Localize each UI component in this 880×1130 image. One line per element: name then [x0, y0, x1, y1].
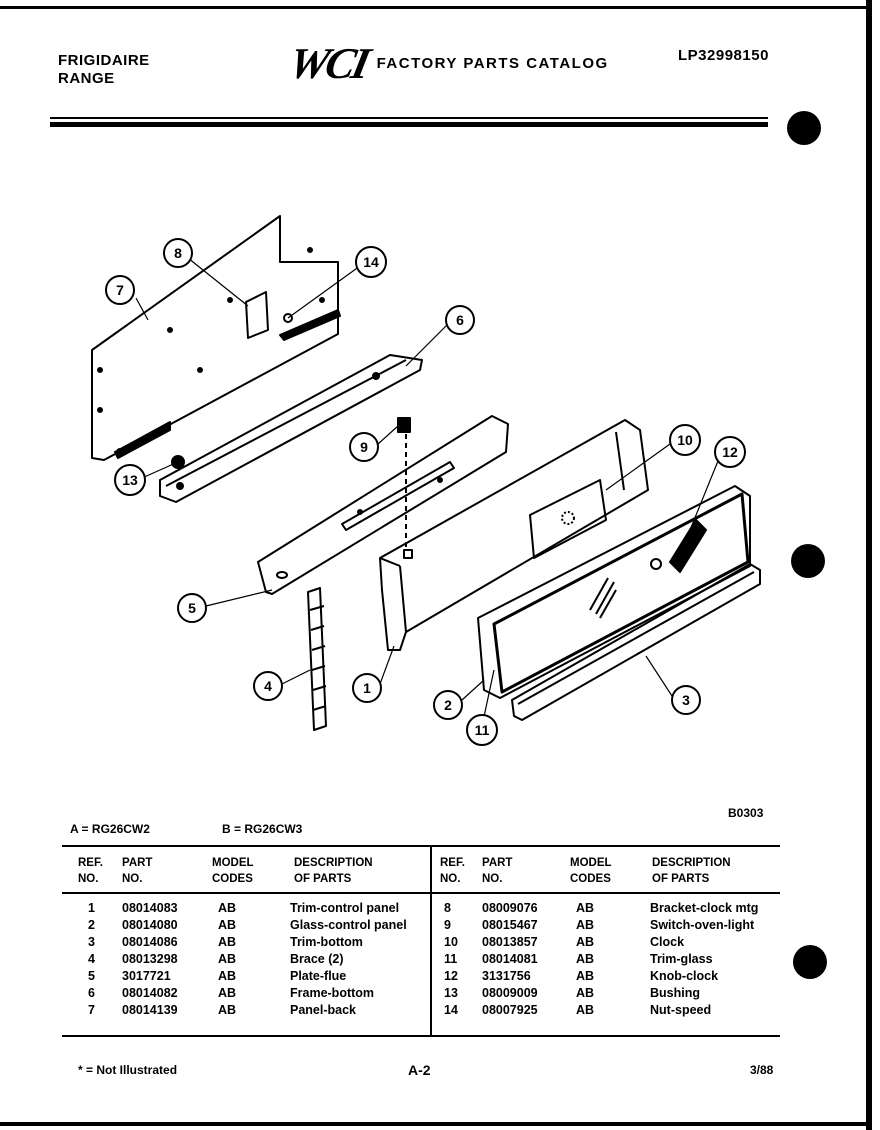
header-part-right: PART NO. — [482, 857, 513, 885]
header-model-right: MODEL CODES — [570, 857, 612, 885]
header-part: PART NO. — [122, 857, 153, 885]
table-header-rule — [62, 892, 780, 894]
cell-ref: 11 — [444, 952, 458, 966]
svg-text:6: 6 — [456, 312, 464, 328]
callout-14 — [356, 247, 386, 277]
callout-8 — [164, 239, 192, 267]
parts-table — [62, 845, 780, 1025]
svg-text:9: 9 — [360, 439, 368, 455]
svg-text:12: 12 — [722, 444, 738, 460]
cell-ref: 4 — [88, 952, 95, 966]
cell-desc: Switch-oven-light — [650, 918, 755, 932]
cell-desc: Clock — [650, 935, 685, 949]
cell-desc: Knob-clock — [650, 969, 719, 983]
callout-7 — [106, 276, 134, 304]
cell-codes: AB — [576, 969, 595, 983]
not-illustrated-note: * = Not Illustrated — [78, 1063, 178, 1077]
cell-part: 08014081 — [482, 952, 538, 966]
cell-desc: Bracket-clock mtg — [650, 901, 759, 915]
cell-codes: AB — [218, 901, 237, 915]
cell-ref: 13 — [444, 986, 458, 1000]
brand-name: FRIGIDAIRE — [58, 52, 150, 69]
cell-desc: Trim-control panel — [290, 901, 400, 915]
model-a: A = RG26CW2 — [70, 822, 150, 836]
cell-ref: 14 — [444, 1003, 458, 1017]
header-model: MODEL CODES — [212, 857, 254, 885]
model-b: B = RG26CW3 — [222, 822, 303, 836]
cell-codes: AB — [218, 952, 237, 966]
cell-codes: AB — [576, 986, 595, 1000]
print-date: 3/88 — [750, 1063, 774, 1077]
callout-12 — [715, 437, 745, 467]
callout-13 — [115, 465, 145, 495]
svg-text:10: 10 — [677, 432, 693, 448]
cell-codes: AB — [576, 1003, 595, 1017]
cell-part: 08014086 — [122, 935, 178, 949]
cell-desc: Trim-glass — [650, 952, 713, 966]
svg-text:1: 1 — [363, 680, 371, 696]
svg-text:4: 4 — [264, 678, 272, 694]
catalog-number: LP32998150 — [678, 47, 769, 64]
callout-2 — [434, 691, 462, 719]
callout-1 — [353, 674, 381, 702]
cell-part: 08015467 — [482, 918, 538, 932]
cell-ref: 5 — [88, 969, 95, 983]
cell-part: 3131756 — [482, 969, 531, 983]
cell-part: 08007925 — [482, 1003, 538, 1017]
cell-part: 08009009 — [482, 986, 538, 1000]
header-desc: DESCRIPTION OF PARTS — [294, 857, 373, 885]
cell-part: 08014080 — [122, 918, 178, 932]
cell-ref: 7 — [88, 1003, 95, 1017]
cell-codes: AB — [218, 969, 237, 983]
cell-part: 08013857 — [482, 935, 538, 949]
cell-desc: Trim-bottom — [290, 935, 363, 949]
cell-codes: AB — [218, 918, 237, 932]
cell-codes: AB — [576, 918, 595, 932]
cell-ref: 8 — [444, 901, 451, 915]
callout-4 — [254, 672, 282, 700]
header-desc-right: DESCRIPTION OF PARTS — [652, 857, 731, 885]
cell-part: 08013298 — [122, 952, 178, 966]
cell-ref: 3 — [88, 935, 95, 949]
cell-desc: Plate-flue — [290, 969, 347, 983]
cell-part: 08014139 — [122, 1003, 178, 1017]
table-divider — [430, 845, 432, 1037]
svg-text:11: 11 — [474, 722, 490, 738]
cell-desc: Bushing — [650, 986, 700, 1000]
svg-text:2: 2 — [444, 697, 452, 713]
callout-6 — [446, 306, 474, 334]
logo-mark: WCI — [284, 39, 372, 88]
cell-codes: AB — [218, 986, 237, 1000]
cell-part: 08014083 — [122, 901, 178, 915]
cell-part: 3017721 — [122, 969, 171, 983]
cell-codes: AB — [218, 935, 237, 949]
cell-desc: Glass-control panel — [290, 918, 407, 932]
cell-codes: AB — [218, 1003, 237, 1017]
cell-ref: 2 — [88, 918, 95, 932]
cell-desc: Frame-bottom — [290, 986, 375, 1000]
catalog-title: FACTORY PARTS CATALOG — [376, 55, 609, 72]
figure-code: B0303 — [728, 806, 764, 820]
table-bottom-rule — [62, 1035, 780, 1037]
cell-codes: AB — [576, 901, 595, 915]
header-ref: REF. NO. — [78, 857, 103, 885]
cell-desc: Nut-speed — [650, 1003, 712, 1017]
svg-text:13: 13 — [122, 472, 138, 488]
svg-text:14: 14 — [363, 254, 379, 270]
binder-hole-bottom — [793, 945, 827, 979]
cell-ref: 9 — [444, 918, 451, 932]
cell-ref: 6 — [88, 986, 95, 1000]
cell-ref: 1 — [88, 901, 95, 915]
cell-desc: Brace (2) — [290, 952, 344, 966]
header-ref-right: REF. NO. — [440, 857, 465, 885]
cell-part: 08014082 — [122, 986, 178, 1000]
svg-text:3: 3 — [682, 692, 690, 708]
cell-desc: Panel-back — [290, 1003, 357, 1017]
callout-3 — [672, 686, 700, 714]
cell-codes: AB — [576, 952, 595, 966]
cell-part: 08009076 — [482, 901, 538, 915]
cell-codes: AB — [576, 935, 595, 949]
callout-5 — [178, 594, 206, 622]
page-border-bottom — [0, 1122, 872, 1126]
callout-11 — [467, 715, 497, 745]
callout-10 — [670, 425, 700, 455]
cell-ref: 12 — [444, 969, 458, 983]
product-type: RANGE — [58, 70, 115, 87]
table-top-rule — [62, 845, 780, 847]
svg-text:7: 7 — [116, 282, 124, 298]
svg-text:8: 8 — [174, 245, 182, 261]
callout-9 — [350, 433, 378, 461]
cell-ref: 10 — [444, 935, 458, 949]
page-number: A-2 — [408, 1062, 431, 1078]
svg-text:5: 5 — [188, 600, 196, 616]
